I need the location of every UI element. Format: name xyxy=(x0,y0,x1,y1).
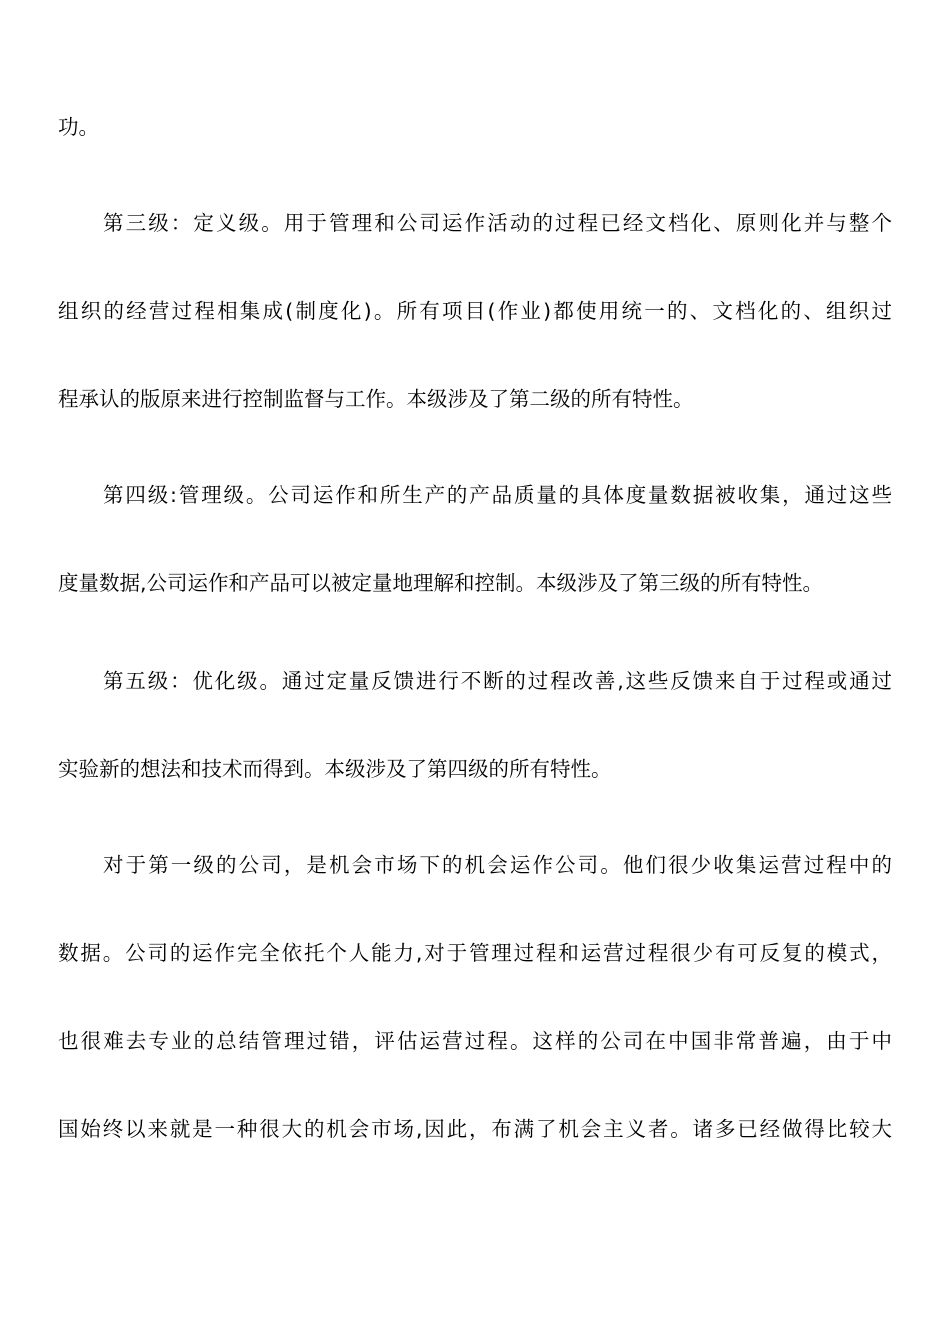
paragraph-level-4-line-2: 度量数据,公司运作和产品可以被定量地理解和控制。本级涉及了第三级的所有特性。 xyxy=(58,571,824,595)
paragraph-level-3-line-3: 程承认的版原来进行控制监督与工作。本级涉及了第二级的所有特性。 xyxy=(58,387,694,411)
paragraph-level-5-line-1: 第五级：优化级。通过定量反馈进行不断的过程改善,这些反馈来自于过程或通过 xyxy=(103,669,892,693)
text-line: 功。 xyxy=(58,115,99,139)
paragraph-level-4-line-1: 第四级:管理级。公司运作和所生产的产品质量的具体度量数据被收集，通过这些 xyxy=(103,483,892,507)
paragraph-level-1-line-4: 国始终以来就是一种很大的机会市场,因此，布满了机会主义者。诸多已经做得比较大 xyxy=(58,1117,892,1141)
paragraph-level-3-line-2: 组织的经营过程相集成(制度化)。所有项目(作业)都使用统一的、文档化的、组织过 xyxy=(58,299,892,323)
paragraph-level-1-line-1: 对于第一级的公司，是机会市场下的机会运作公司。他们很少收集运营过程中的 xyxy=(103,853,892,877)
paragraph-level-1-line-2: 数据。公司的运作完全依托个人能力,对于管理过程和运营过程很少有可反复的模式， xyxy=(58,941,892,965)
paragraph-level-1-line-3: 也很难去专业的总结管理过错，评估运营过程。这样的公司在中国非常普遍，由于中 xyxy=(58,1029,892,1053)
paragraph-level-5-line-2: 实验新的想法和技术而得到。本级涉及了第四级的所有特性。 xyxy=(58,757,612,781)
paragraph-level-3-line-1: 第三级：定义级。用于管理和公司运作活动的过程已经文档化、原则化并与整个 xyxy=(103,211,892,235)
